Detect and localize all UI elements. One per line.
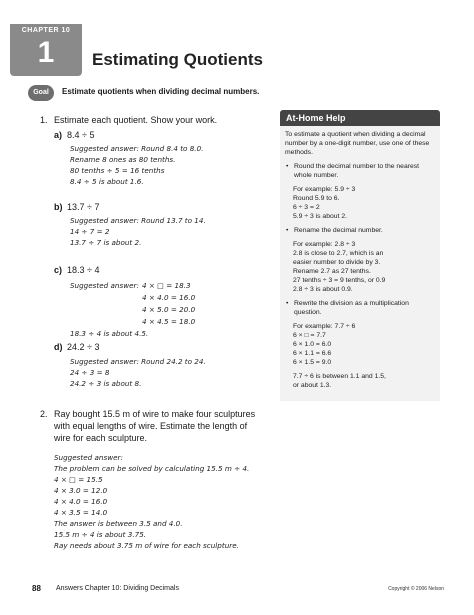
page-title: Estimating Quotients: [92, 50, 263, 69]
chapter-label: CHAPTER 10: [21, 27, 71, 34]
at-home-help-title: At-Home Help: [280, 110, 440, 126]
part-c-answer-line-3: 4 × 5.0 = 20.0: [142, 305, 196, 314]
help-bullet-rename: • Rename the decimal number.: [285, 226, 435, 235]
part-c-answer-line-2: 4 × 4.0 = 16.0: [142, 293, 196, 302]
part-c-letter: c): [54, 265, 63, 275]
part-b-label: [54, 202, 99, 212]
part-a-expression: 8.4 ÷ 5: [67, 130, 95, 140]
part-a-letter: a): [54, 130, 63, 140]
part-c-answer-line-4: 4 × 4.5 = 18.0: [142, 317, 196, 326]
question-2: [40, 408, 255, 444]
help-intro: To estimate a quotient when dividing a decimal number by a one-digit number, use one of these methods.: [285, 131, 430, 156]
help-bullet-rewrite: • Rewrite the division as a multiplication question.: [285, 299, 435, 317]
part-d-label: [54, 342, 99, 352]
part-c-answer-line-1: 4 × □ = 18.3: [142, 281, 191, 290]
help-example-round: For example: 5.9 ÷ 3 Round 5.9 to 6. 6 ÷ 3 = 2 5.9 ÷ 3 is about 2.: [293, 186, 356, 220]
question-1: [40, 114, 217, 126]
part-b-expression: 13.7 ÷ 7: [67, 202, 100, 212]
help-example-rewrite: For example: 7.7 ÷ 6 6 × □ = 7.7 6 × 1.0 = 6.0 6 × 1.1 = 6.6 6 × 1.5 = 9.0: [293, 323, 356, 366]
question-1-prompt: Estimate each quotient. Show your work.: [54, 115, 218, 125]
part-d-letter: d): [54, 342, 63, 352]
at-home-help-panel: [280, 110, 440, 401]
help-example-rename: For example: 2.8 ÷ 3 2.8 is close to 2.7, which is an easier number to divide by 3. Rename 2.7 as 27 tenths. 27 tenths ÷ 3 = 9 tenths, or 0.9 2.8 ÷ 3 is about 0.9.: [293, 241, 386, 293]
part-b-answer: Suggested answer: Round 13.7 to 14. 14 ÷ 7 = 2 13.7 ÷ 7 is about 2.: [70, 216, 206, 247]
part-c-label: [54, 265, 99, 275]
part-a-answer: Suggested answer: Round 8.4 to 8.0. Rename 8 ones as 80 tenths. 80 tenths ÷ 5 = 16 tenths 8.4 ÷ 5 is about 1.6.: [70, 144, 204, 186]
copyright: Copyright © 2006 Nelson: [388, 586, 444, 592]
help-bullet-round: • Round the decimal number to the nearest whole number.: [285, 162, 435, 180]
lesson-number: 1: [37, 36, 55, 69]
part-b-letter: b): [54, 202, 63, 212]
part-d-expression: 24.2 ÷ 3: [67, 342, 100, 352]
help-closing: 7.7 ÷ 6 is between 1.1 and 1.5, or about 1.3.: [293, 373, 386, 389]
question-2-answer: Suggested answer: The problem can be solved by calculating 15.5 m ÷ 4. 4 × □ = 15.5 4 × 3.0 = 12.0 4 × 4.0 = 16.0 4 × 3.5 = 14.0 The answer is between 3.5 and 4.0. 15.5 m ÷ 4 is about 3.75. Ray needs about 3.75 m of wire for each sculpture.: [54, 453, 250, 550]
part-c-answer-end: 18.3 ÷ 4 is about 4.5.: [70, 329, 149, 338]
page-number: 88: [32, 584, 41, 593]
question-2-number: 2.: [40, 409, 48, 419]
goal-badge: Goal: [28, 85, 54, 101]
part-a-label: [54, 130, 94, 140]
chapter-tab: [10, 24, 82, 76]
question-2-prompt: Ray bought 15.5 m of wire to make four sculptures with equal lengths of wire. Estimate the length of wire for each sculpture.: [54, 409, 256, 443]
question-1-number: 1.: [40, 115, 48, 125]
goal-text: Estimate quotients when dividing decimal numbers.: [62, 87, 260, 96]
part-c-answer-lead: Suggested answer:: [70, 281, 139, 290]
part-c-expression: 18.3 ÷ 4: [67, 265, 100, 275]
footer-text: Answers Chapter 10: Dividing Decimals: [56, 585, 179, 592]
part-d-answer: Suggested answer: Round 24.2 to 24. 24 ÷ 3 = 8 24.2 ÷ 3 is about 8.: [70, 357, 206, 388]
at-home-help-body: [280, 126, 440, 401]
